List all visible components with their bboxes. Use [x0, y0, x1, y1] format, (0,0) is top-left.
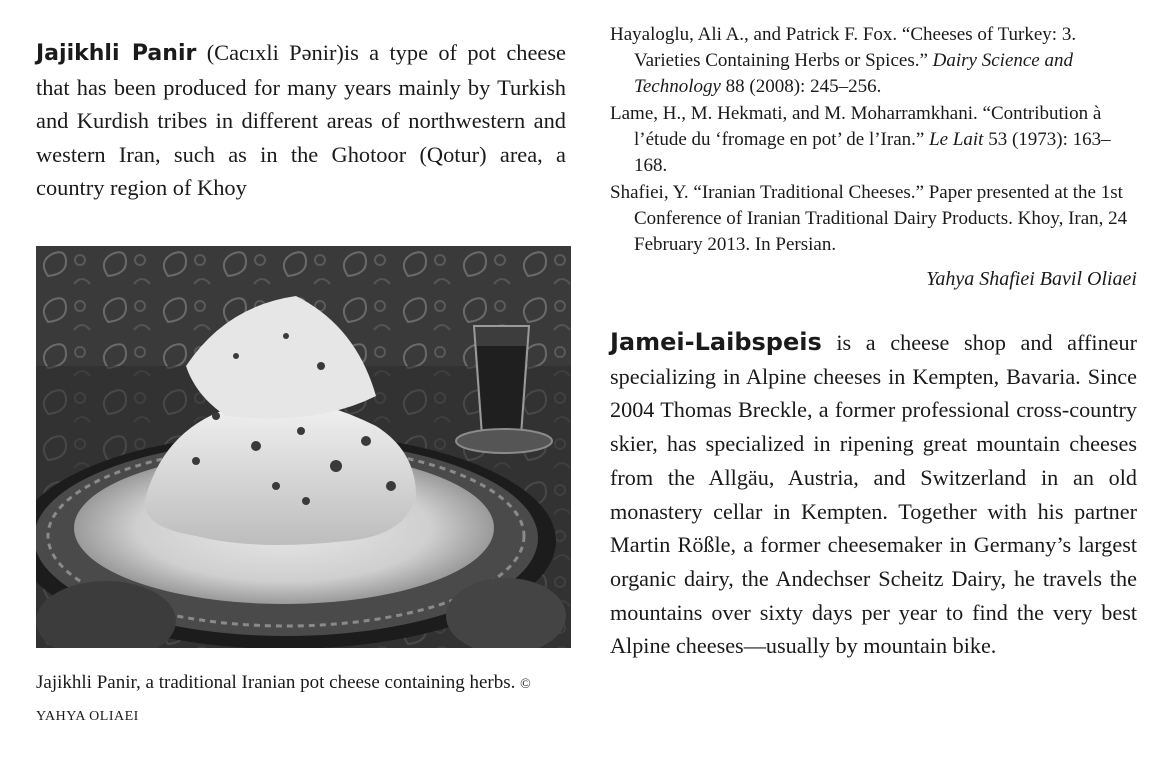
reference-item — [610, 180, 1137, 258]
figure-caption — [36, 668, 566, 732]
reference-journal: Dairy Science and Technology — [634, 50, 1073, 97]
cheese-photo-illustration — [36, 246, 571, 648]
reference-citation: 88 (2008): 245–256. — [720, 76, 882, 97]
left-column — [36, 36, 566, 205]
jajikhli-panir-entry — [36, 36, 566, 205]
reference-item — [610, 22, 1137, 100]
references-list — [610, 22, 1137, 258]
jamei-laibspeis-entry — [610, 326, 1137, 663]
reference-journal: Le Lait — [929, 129, 984, 150]
author-signature: Yahya Shafiei Bavil Oliaei — [926, 268, 1137, 290]
entry-alt-name: (Cacıxli Pənir) — [196, 40, 344, 65]
right-column — [610, 22, 1137, 663]
reference-item — [610, 101, 1137, 179]
entry-body: is a cheese shop and affineur specializing in Alpine cheeses in Kempten, Bavaria. Since 2004 Thomas Breckle, a former professional cross-country skier, has specialized in ripening great mountain cheeses from the Allgäu, Austria, and Switzerland in an old monastery cellar in Kempten. Together with his partner Martin Rößle, a former cheesemaker in Germany’s largest organic dairy, the Andechser Scheitz Dairy, he travels the mountains over sixty days per year to find the very best Alpine cheeses—usually by mountain bike. — [610, 330, 1137, 659]
entry-body: is a type of pot cheese that has been produced for many years mainly by Turkish and Kurdish tribes in different areas of northwestern and western Iran, such as in the Ghotoor (Qotur) area, a country region of Khoy — [36, 40, 566, 201]
reference-text: Hayaloglu, Ali A., and Patrick F. Fox. “Cheeses of Turkey: 3. Varieties Containing Herbs or Spices.” — [610, 24, 1077, 71]
reference-text: Shafiei, Y. “Iranian Traditional Cheeses.” Paper presented at the 1st Conference of Iranian Traditional Dairy Products. Khoy, Iran, 24 February 2013. In Persian. — [610, 182, 1128, 255]
cheese-photo — [36, 246, 571, 648]
caption-text: Jajikhli Panir, a traditional Iranian pot cheese containing herbs. — [36, 672, 516, 693]
reference-text: Lame, H., M. Hekmati, and M. Moharramkhani. “Contribution à l’étude du ‘fromage en pot’ de l’Iran.” — [610, 103, 1102, 150]
entry-headword: Jamei-Laibspeis — [610, 328, 822, 356]
entry-headword: Jajikhli Panir — [36, 41, 197, 66]
reference-citation: 53 (1973): 163–168. — [634, 129, 1111, 176]
photo-credit: © YAHYA OLIAEI — [36, 677, 532, 724]
